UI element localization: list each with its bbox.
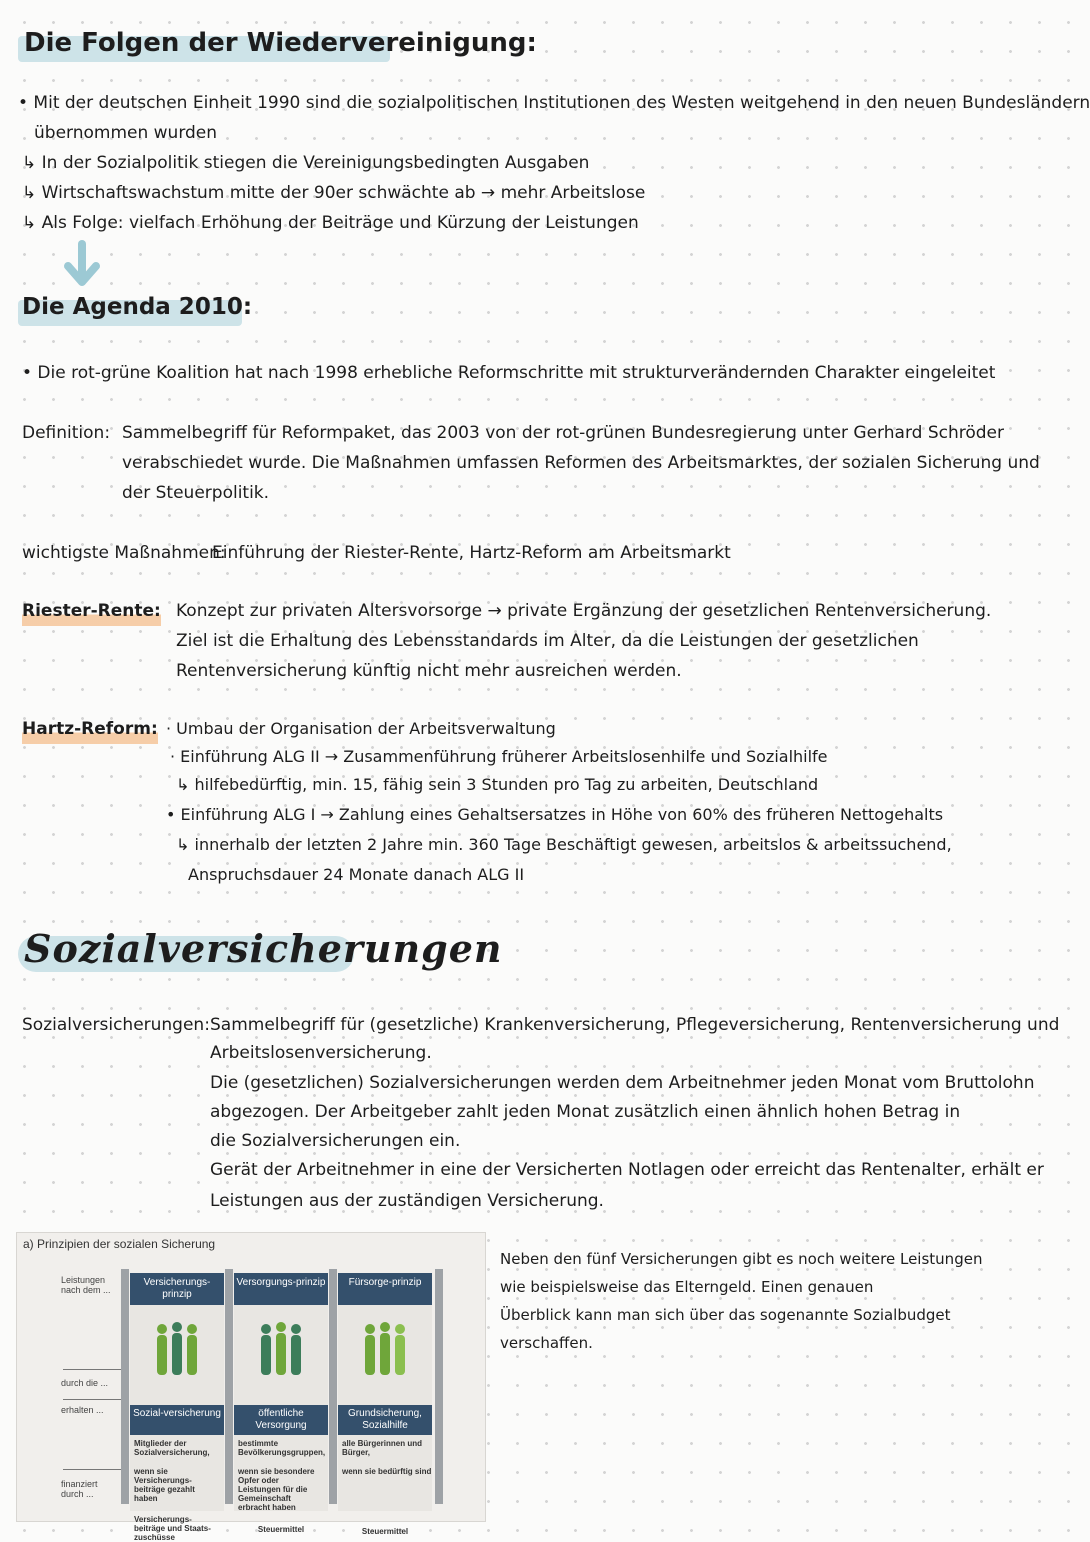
column-foot: Versicherungs-beiträge und Staats-zuschüsse — [134, 1515, 211, 1542]
pillar — [435, 1269, 443, 1504]
principle-column — [234, 1273, 328, 1534]
measures-label: wichtigste Maßnahmen: — [22, 543, 226, 563]
text-line: • Die rot-grüne Koalition hat nach 1998 erhebliche Reformschritte mit strukturverändernden Charakter eingeleitet — [22, 363, 996, 383]
row-label-finanziert: finanziert durch ... — [61, 1479, 98, 1499]
column-wenn: wenn sie besondere Opfer oder Leistungen für die Gemeinschaft erbracht haben — [238, 1467, 315, 1512]
column-mid: Sozial-versicherung — [130, 1405, 224, 1435]
column-erhalten: bestimmte Bevölkerungsgruppen, — [238, 1439, 326, 1457]
section-title-sozialversicherungen: Sozialversicherungen — [24, 926, 503, 971]
row-label-leistungen: Leistungen nach dem ... — [61, 1275, 111, 1295]
riester-line: Ziel ist die Erhaltung des Lebensstandards im Alter, da die Leistungen der gesetzlichen — [176, 631, 919, 651]
definition-line: der Steuerpolitik. — [122, 483, 270, 503]
riester-line: Konzept zur privaten Altersvorsorge → private Ergänzung der gesetzlichen Rentenversicherung. — [176, 601, 992, 621]
section-title-folgen: Die Folgen der Wiedervereinigung: — [24, 28, 537, 58]
pillar — [121, 1269, 129, 1504]
sozial-label: Sozialversicherungen: — [22, 1015, 210, 1035]
arrow-down-icon — [62, 242, 102, 290]
column-wenn: wenn sie bedürftig sind — [342, 1467, 432, 1476]
bullet-line: ↳ Wirtschaftswachstum mitte der 90er schwächte ab → mehr Arbeitslose — [22, 183, 646, 203]
principle-column — [130, 1273, 224, 1542]
column-header: Versorgungs-prinzip — [234, 1273, 328, 1305]
sozial-line: Arbeitslosenversicherung. — [210, 1043, 432, 1063]
riester-label: Riester-Rente: — [22, 596, 161, 626]
definition-line: Sammelbegriff für Reformpaket, das 2003 von der rot-grünen Bundesregierung unter Gerhard Schröder — [122, 423, 1004, 443]
sozial-line: Leistungen aus der zuständigen Versicherung. — [210, 1191, 604, 1211]
bullet-line: ↳ Als Folge: vielfach Erhöhung der Beiträge und Kürzung der Leistungen — [22, 213, 639, 233]
text-line: übernommen wurden — [34, 123, 218, 143]
pillar — [329, 1269, 337, 1504]
riester-line: Rentenversicherung künftig nicht mehr ausreichen werden. — [176, 661, 682, 681]
figure-title: a) Prinzipien der sozialen Sicherung — [23, 1237, 216, 1251]
hartz-line: · Einführung ALG II → Zusammenführung früherer Arbeitslosenhilfe und Sozialhilfe — [170, 747, 828, 766]
side-note-line: verschaffen. — [500, 1334, 593, 1352]
column-erhalten: alle Bürgerinnen und Bürger, — [342, 1439, 423, 1457]
column-erhalten: Mitglieder der Sozialversicherung, — [134, 1439, 210, 1457]
column-foot: Steuermittel — [257, 1525, 305, 1534]
row-label-erhalten: erhalten ... — [61, 1405, 104, 1415]
side-note-line: wie beispielsweise das Elterngeld. Einen genauen — [500, 1278, 874, 1296]
measures-text: Einführung der Riester-Rente, Hartz-Reform am Arbeitsmarkt — [212, 543, 731, 563]
row-label-durch: durch die ... — [61, 1378, 109, 1388]
hartz-label: Hartz-Reform: — [22, 714, 158, 744]
column-mid: Grundsicherung, Sozialhilfe — [338, 1405, 432, 1435]
people-figures-icon — [360, 1319, 410, 1389]
side-note-line: Neben den fünf Versicherungen gibt es noch weitere Leistungen — [500, 1250, 983, 1268]
sozial-line: Gerät der Arbeitnehmer in eine der Versicherten Notlagen oder erreicht das Rentenalter, erhält er — [210, 1160, 1044, 1180]
sozial-line: die Sozialversicherungen ein. — [210, 1131, 461, 1151]
column-header: Fürsorge-prinzip — [338, 1273, 432, 1305]
hartz-line: ↳ innerhalb der letzten 2 Jahre min. 360 Tage Beschäftigt gewesen, arbeitslos & arbeitssuchend, — [176, 835, 952, 854]
pillar — [225, 1269, 233, 1504]
column-header: Versicherungs-prinzip — [130, 1273, 224, 1305]
side-note-line: Überblick kann man sich über das sogenannte Sozialbudget — [500, 1306, 951, 1324]
people-figures-icon — [152, 1319, 202, 1389]
section-title-agenda: Die Agenda 2010: — [22, 294, 253, 320]
text-line: • Mit der deutschen Einheit 1990 sind die sozialpolitischen Institutionen des Westen weitgehend in den neuen Bundesländern — [18, 93, 1090, 113]
column-mid: öffentliche Versorgung — [234, 1405, 328, 1435]
hartz-line: Anspruchsdauer 24 Monate danach ALG II — [188, 865, 525, 884]
principle-column — [338, 1273, 432, 1536]
sozial-line: Sammelbegriff für (gesetzliche) Krankenversicherung, Pflegeversicherung, Rentenversicherung und — [210, 1015, 1060, 1035]
hartz-line: ↳ hilfebedürftig, min. 15, fähig sein 3 Stunden pro Tag zu arbeiten, Deutschland — [176, 775, 819, 794]
definition-label: Definition: — [22, 423, 111, 443]
textbook-figure — [16, 1232, 486, 1542]
column-foot: Steuermittel — [361, 1527, 409, 1536]
definition-line: verabschiedet wurde. Die Maßnahmen umfassen Reformen des Arbeitsmarktes, der sozialen Sicherung und — [122, 453, 1040, 473]
divider — [63, 1469, 123, 1470]
divider — [63, 1399, 123, 1400]
people-figures-icon — [256, 1319, 306, 1389]
hartz-line: · Umbau der Organisation der Arbeitsverwaltung — [166, 719, 556, 738]
hartz-line: • Einführung ALG I → Zahlung eines Gehaltsersatzes in Höhe von 60% des früheren Nettogehalts — [166, 805, 944, 824]
bullet-line: ↳ In der Sozialpolitik stiegen die Vereinigungsbedingten Ausgaben — [22, 153, 590, 173]
sozial-line: abgezogen. Der Arbeitgeber zahlt jeden Monat zusätzlich einen ähnlich hohen Betrag in — [210, 1102, 961, 1122]
sozial-line: Die (gesetzlichen) Sozialversicherungen werden dem Arbeitnehmer jeden Monat vom Bruttolohn — [210, 1073, 1035, 1093]
divider — [63, 1369, 123, 1370]
column-wenn: wenn sie Versicherungs-beiträge gezahlt haben — [134, 1467, 195, 1503]
